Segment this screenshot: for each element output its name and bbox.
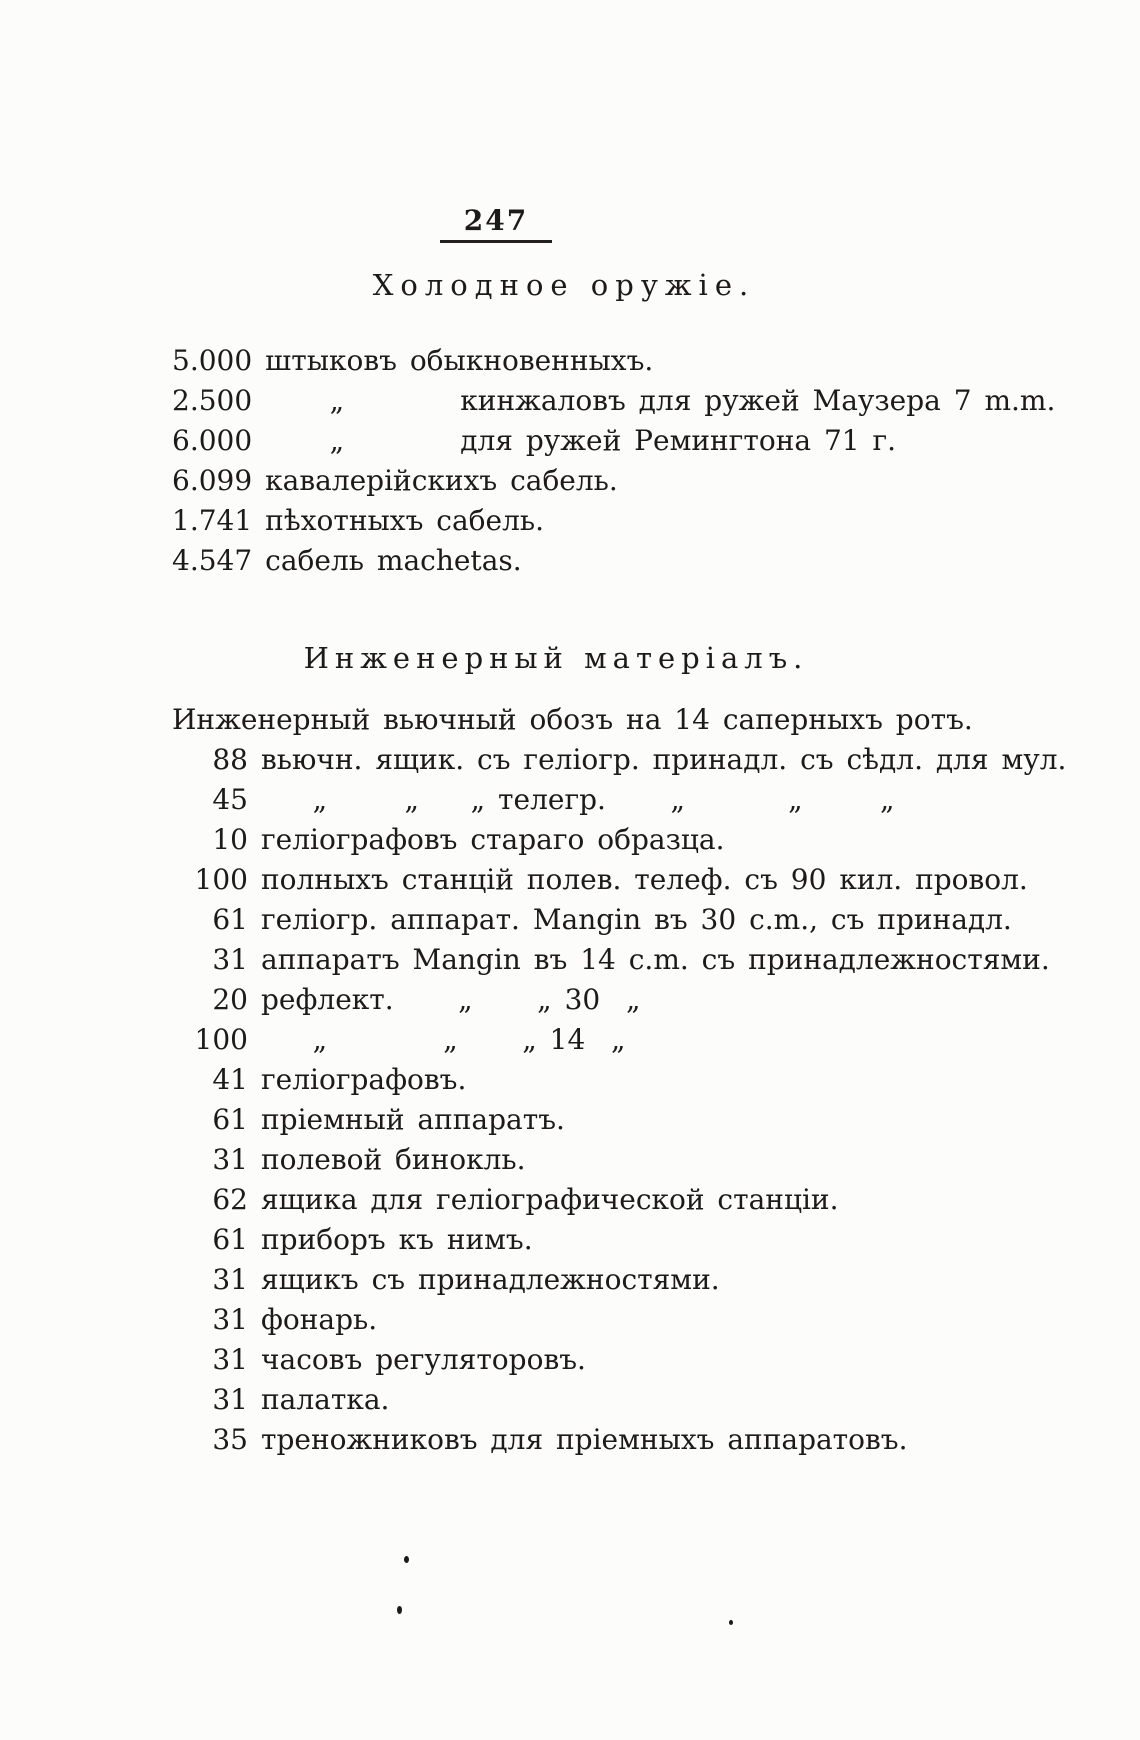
item-text: полныхъ станцій полев. телеф. съ 90 кил. провол. <box>261 863 1028 896</box>
ink-speck <box>729 1620 733 1625</box>
item-text: штыковъ обыкновенныхъ. <box>265 344 654 377</box>
item-quantity: 35 <box>212 1423 248 1456</box>
list-item <box>172 1180 1100 1220</box>
item-quantity: 31 <box>212 1303 248 1336</box>
item-text: пѣхотныхъ сабель. <box>265 504 545 537</box>
item-text: аппаратъ Mangin въ 14 c.m. съ принадлежностями. <box>261 943 1050 976</box>
list-item <box>172 421 1100 461</box>
list-item <box>172 501 1100 541</box>
list-item <box>172 1100 1100 1140</box>
item-quantity: 2.500 <box>172 384 253 417</box>
section-heading-engineering-materiel: Инженерный матеріалъ. <box>303 641 809 675</box>
item-text: геліографовъ. <box>261 1063 467 1096</box>
cold-weapons-list <box>172 341 1100 581</box>
item-quantity: 1.741 <box>172 504 253 537</box>
item-text: палатка. <box>261 1383 390 1416</box>
list-item <box>172 1060 1100 1100</box>
item-quantity: 61 <box>212 1223 248 1256</box>
list-item <box>172 341 1100 381</box>
item-text: Инженерный вьючный обозъ на 14 саперныхъ ротъ. <box>172 703 973 736</box>
item-text: фонарь. <box>261 1303 378 1336</box>
item-quantity: 10 <box>212 823 248 856</box>
list-item <box>172 1020 1100 1060</box>
item-text: „ „ „ 14 „ <box>261 1023 626 1056</box>
item-text: пріемный аппаратъ. <box>261 1103 565 1136</box>
item-quantity: 31 <box>212 1143 248 1176</box>
list-intro-line <box>172 700 1100 740</box>
item-quantity: 61 <box>212 903 248 936</box>
ink-speck <box>397 1606 402 1614</box>
item-quantity: 61 <box>212 1103 248 1136</box>
item-text: „ „ „ телегр. „ „ „ <box>261 783 895 816</box>
page-number: 247 <box>440 204 552 243</box>
item-quantity: 88 <box>212 743 248 776</box>
section-heading-cold-weapons: Холодное оружіе. <box>372 268 756 302</box>
item-quantity: 20 <box>212 983 248 1016</box>
item-quantity: 62 <box>212 1183 248 1216</box>
item-quantity: 100 <box>194 863 248 896</box>
list-item <box>172 1380 1100 1420</box>
item-quantity: 6.000 <box>172 424 253 457</box>
item-text: кавалерійскихъ сабель. <box>265 464 618 497</box>
engineering-materiel-list <box>172 700 1100 1460</box>
item-text: геліографовъ стараго образца. <box>261 823 725 856</box>
item-quantity: 5.000 <box>172 344 253 377</box>
item-text: вьючн. ящик. съ геліогр. принадл. съ сѣдл. для мул. <box>261 743 1067 776</box>
item-quantity: 31 <box>212 1343 248 1376</box>
list-item <box>172 1140 1100 1180</box>
item-text: геліогр. аппарат. Mangin въ 30 c.m., съ принадл. <box>261 903 1012 936</box>
item-text: полевой бинокль. <box>261 1143 526 1176</box>
item-quantity: 45 <box>212 783 248 816</box>
list-item <box>172 900 1100 940</box>
list-item <box>172 1300 1100 1340</box>
ink-speck <box>404 1556 409 1563</box>
item-text: сабель machetas. <box>265 544 522 577</box>
item-quantity: 100 <box>194 1023 248 1056</box>
list-item <box>172 740 1100 780</box>
item-text: часовъ регуляторовъ. <box>261 1343 586 1376</box>
list-item <box>172 1220 1100 1260</box>
item-text: „ кинжаловъ для ружей Маузера 7 m.m. <box>265 384 1056 417</box>
item-quantity: 6.099 <box>172 464 253 497</box>
list-item <box>172 780 1100 820</box>
item-text: треножниковъ для пріемныхъ аппаратовъ. <box>261 1423 908 1456</box>
item-quantity: 31 <box>212 943 248 976</box>
list-item <box>172 1340 1100 1380</box>
list-item <box>172 1260 1100 1300</box>
item-text: рефлект. „ „ 30 „ <box>261 983 641 1016</box>
item-text: „ для ружей Ремингтона 71 г. <box>265 424 897 457</box>
list-item <box>172 980 1100 1020</box>
item-quantity: 4.547 <box>172 544 253 577</box>
item-quantity: 31 <box>212 1263 248 1296</box>
list-item <box>172 860 1100 900</box>
item-quantity: 41 <box>212 1063 248 1096</box>
list-item <box>172 820 1100 860</box>
list-item <box>172 541 1100 581</box>
list-item <box>172 940 1100 980</box>
list-item <box>172 461 1100 501</box>
list-item <box>172 381 1100 421</box>
list-item <box>172 1420 1100 1460</box>
item-text: приборъ къ нимъ. <box>261 1223 533 1256</box>
item-text: ящикъ съ принадлежностями. <box>261 1263 720 1296</box>
item-quantity: 31 <box>212 1383 248 1416</box>
item-text: ящика для геліографической станціи. <box>261 1183 839 1216</box>
